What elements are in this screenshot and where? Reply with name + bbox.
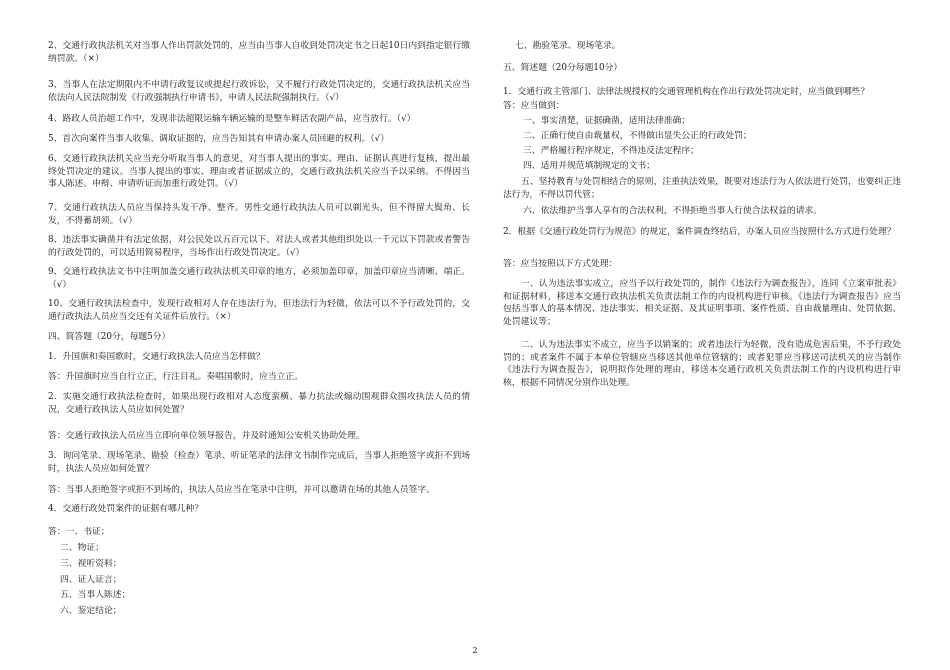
answer-2: 答：交通行政执法人员应当立即向单位领导报告，并及时通知公安机关协助处理。 [48, 431, 365, 441]
answer-4-line-3: 三、视听资料； [60, 559, 122, 569]
tf-item-4: 4、路政人员治超工作中，发现非法超限运输车辆运输的是整车鲜活农副产品，应当放行。（√） [48, 114, 416, 124]
tf-item-10: 10、交通行政执法检查中，发现行政相对人存在违法行为，但违法行为轻微，依法可以不予行政处罚的，交通行政执法人员应当交还有关证件后放行。（×） [48, 299, 470, 322]
answer-4-line-2: 二、物证； [60, 543, 104, 553]
answer-1: 答：升国旗时应当自行立正，行注目礼。奏唱国歌时，应当立正。 [48, 372, 304, 382]
question-4: 4．交通行政处罚案件的证据有哪几种？ [48, 504, 204, 514]
page-number: 2 [472, 646, 478, 655]
tf-item-8: 8、违法事实确凿并有法定依据，对公民处以五百元以下、对法人或者其他组织处以一千元以下罚款或者警告的行政处罚的，可以适用简易程序，当场作出行政处罚决定。（√） [48, 235, 470, 258]
essay-answer-1-point-1: 一、事实清楚，证据确凿，适用法律准确； [523, 116, 691, 126]
tf-item-2: 2、交通行政执法机关对当事人作出罚款处罚的，应当由当事人自收到处罚决定书之日起10日内到指定银行缴纳罚款。（×） [48, 41, 470, 64]
question-3: 3．询问笔录、现场笔录、勘验（检查）笔录、听证笔录的法律文书制作完成后，当事人拒绝签字或拒不到场时，执法人员应如何处置？ [48, 451, 470, 474]
answer-4-line-4: 四、证人证言； [60, 575, 122, 585]
answer-4-line-7: 七、勘验笔录、现场笔录。 [515, 41, 621, 51]
tf-item-7: 7、交通行政执法人员应当保持头发干净、整齐。男性交通行政执法人员可以剃光头，但不得留大鬓角、长发，不得蓄胡须。（√） [48, 203, 470, 226]
question-1: 1．升国旗和奏国歌时，交通行政执法人员应当怎样做？ [48, 352, 265, 362]
tf-item-3: 3、当事人在法定期限内不申请行政复议或提起行政诉讼，又不履行行政处罚决定的，交通行政执法机关应当依法向人民法院制发《行政强制执行申请书》，申请人民法院强制执行。（√） [48, 80, 470, 103]
essay-answer-1-point-4: 四、适用并规范填制规定的文书； [523, 161, 655, 171]
answer-4-line-5: 五、当事人陈述； [60, 590, 131, 600]
answer-4-line-1: 答：一、书证； [48, 527, 110, 537]
essay-answer-1-point-6: 六、依法维护当事人享有的合法权利，不得拒绝当事人行使合法权益的请求。 [523, 206, 823, 216]
essay-question-2: 2．根据《交通行政处罚行为规范》的规定，案件调查终结后，办案人员应当按照什么方式进行处理？ [503, 227, 896, 237]
essay-answer-2-intro: 答：应当按照以下方式处理： [503, 259, 618, 269]
essay-answer-1-point-3: 三、严格履行程序规定，不得违反法定程序； [523, 146, 699, 156]
essay-answer-1-point-2: 二、正确行使自由裁量权，不得做出显失公正的行政处罚； [523, 131, 752, 141]
tf-item-6: 6、交通行政执法机关应当充分听取当事人的意见，对当事人提出的事实、理由、证据认真进行复核，提出最终处罚决定的建议。当事人提出的事实、理由或者证据成立的，交通行政执法机关应当予以采纳。不得因当事人陈述、申辩、申请听证而加重行政处罚。（√） [48, 154, 470, 190]
answer-4-line-6: 六、鉴定结论； [60, 606, 122, 616]
essay-answer-2-point-1: 一、认为违法事实成立，应当予以行政处罚的，制作《违法行为调查报告》，连同《立案审批表》和证据材料，移送本交通行政执法机关负责法制工作的内设机构进行审核。《违法行为调查报告》应当包括当事人的基本情况、违法事实、相关证据、及其证明事项、案件性质、自由裁量理由、处罚依据、处罚建议等； [503, 279, 901, 327]
tf-item-9: 9、交通行政执法文书中注明加盖交通行政执法机关印章的地方，必须加盖印章，加盖印章应当清晰、端正。（√） [48, 267, 470, 290]
essay-answer-1-point-5: 五、坚持教育与处罚相结合的原则，注重执法效果，既要对违法行为人依法进行处罚，也要纠正违法行为，不得以罚代管； [503, 177, 901, 200]
essay-answer-1-intro: 答：应当做到： [503, 101, 565, 111]
section-heading-4: 四、简答题（20分，每题5分） [48, 332, 171, 342]
section-heading-5: 五、简述题（20分每题10分） [503, 63, 623, 73]
tf-item-5: 5、首次向案件当事人收集、调取证据的，应当告知其有申请办案人员回避的权利。（√） [48, 134, 390, 144]
question-2: 2．实施交通行政执法检查时，如果出现行政相对人态度蛮横、暴力抗法或煽动围观群众围攻执法人员的情况，交通行政执法人员应如何处置？ [48, 392, 470, 415]
essay-answer-2-point-2: 二、认为违法事实不成立，应当予以销案的；或者违法行为轻微，没有造成危害后果，不予行政处罚的；或者案件不属于本单位管辖应当移送其他单位管辖的；或者犯罪应当移送司法机关的应当制作《违法行为调查报告》，说明拟作处理的理由，移送本交通行政机关负责法制工作的内设机构进行审核，根据不同情况分别作出处理。 [503, 340, 901, 388]
essay-question-1: 1．交通行政主管部门、法律法规授权的交通管理机构在作出行政处罚决定时，应当做到哪些？ [503, 87, 870, 97]
answer-3: 答：当事人拒绝签字或拒不到场的，执法人员应当在笔录中注明，并可以邀请在场的其他人员签字。 [48, 485, 436, 495]
